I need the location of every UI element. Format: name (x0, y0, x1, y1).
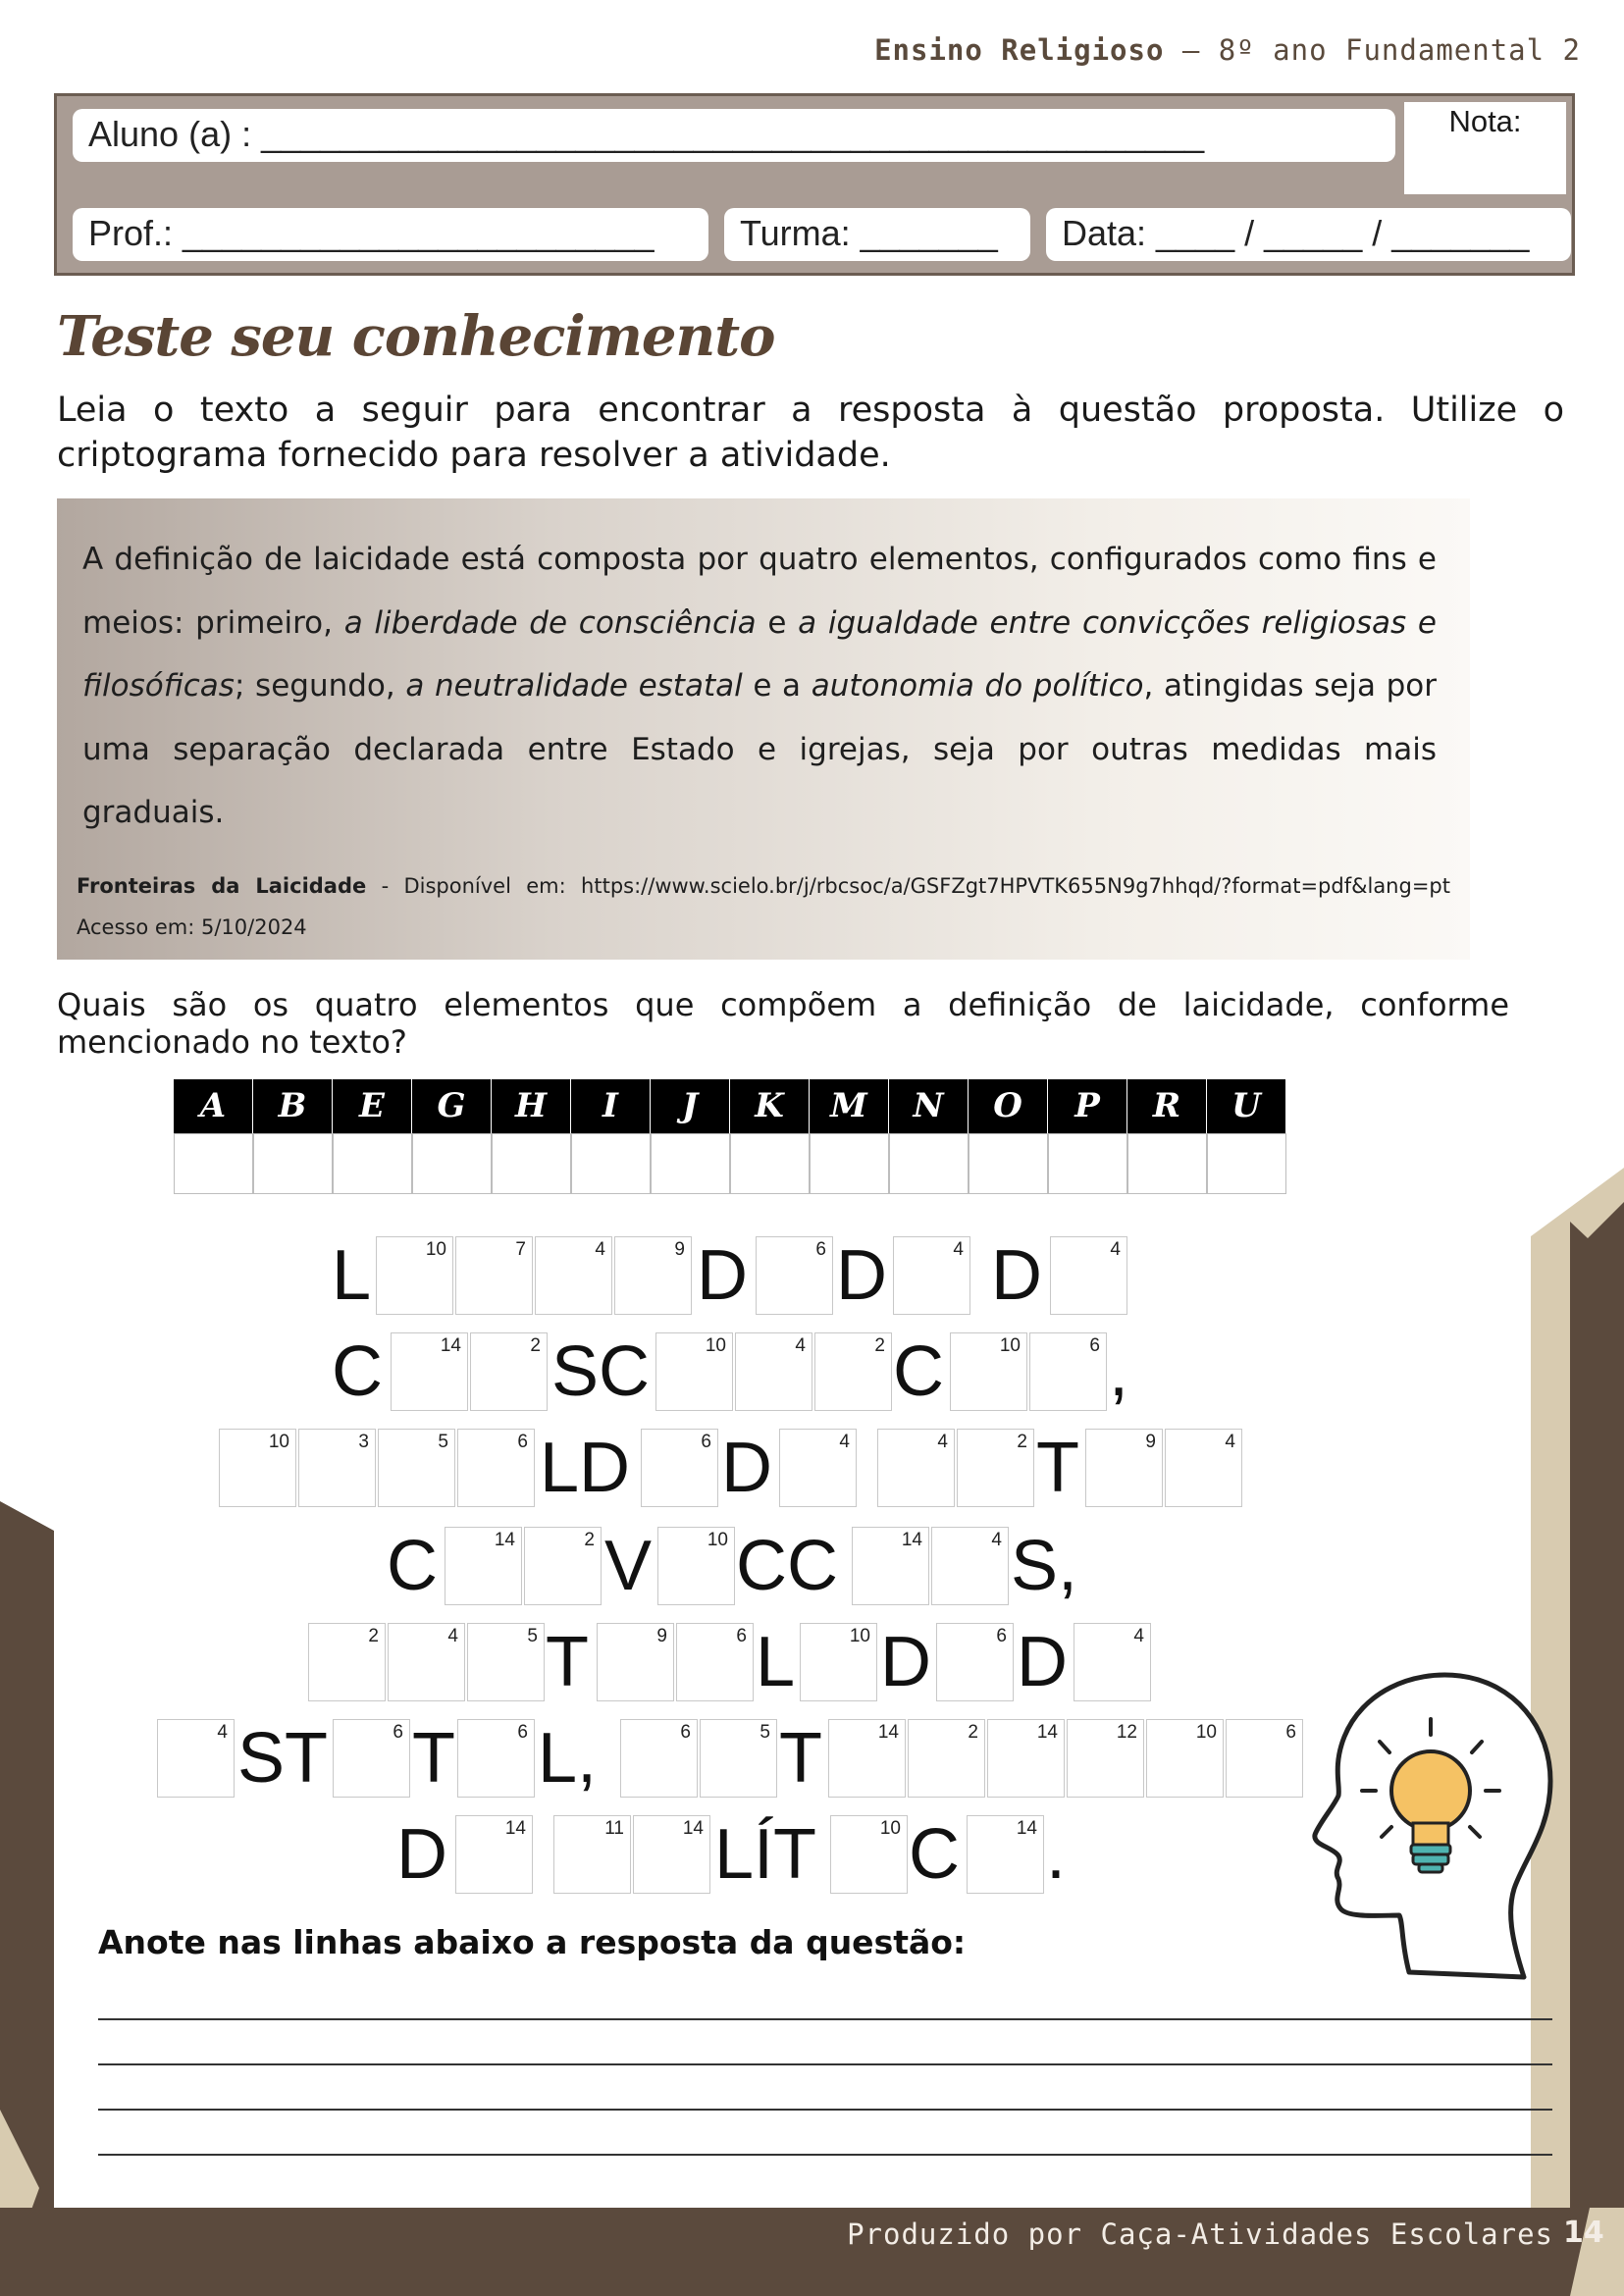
puzzle-box[interactable]: 2 (308, 1623, 386, 1701)
puzzle-letter: D (836, 1236, 887, 1315)
puzzle-box[interactable]: 10 (655, 1332, 733, 1411)
cipher-letter: R (1127, 1079, 1207, 1133)
puzzle-box[interactable]: 3 (298, 1429, 376, 1507)
answer-line[interactable] (98, 2154, 1552, 2156)
puzzle-letter: L (332, 1236, 372, 1315)
page-number: 14 (1563, 2216, 1604, 2250)
puzzle-letter: D (991, 1236, 1042, 1315)
puzzle-letter: D (697, 1236, 748, 1315)
puzzle-box[interactable]: 6 (641, 1429, 718, 1507)
cipher-letter: G (412, 1079, 492, 1133)
puzzle-box[interactable]: 6 (936, 1623, 1014, 1701)
puzzle-box[interactable]: 6 (1029, 1332, 1107, 1411)
page-title: Teste seu conhecimento (57, 304, 775, 369)
puzzle-box[interactable]: 4 (157, 1719, 235, 1798)
puzzle-box[interactable]: 9 (614, 1236, 692, 1315)
puzzle-letter: . (1046, 1815, 1067, 1894)
puzzle-letter: D (721, 1429, 772, 1507)
answer-label: Anote nas linhas abaixo a resposta da questão: (98, 1923, 967, 1961)
cipher-letter: O (969, 1079, 1048, 1133)
puzzle-box[interactable]: 12 (1067, 1719, 1144, 1798)
puzzle-letter: T (1036, 1429, 1079, 1507)
quote-box (57, 498, 1470, 960)
cipher-cell[interactable] (651, 1133, 730, 1194)
puzzle-box[interactable]: 6 (1226, 1719, 1303, 1798)
cipher-cell[interactable] (730, 1133, 810, 1194)
puzzle-box[interactable]: 2 (524, 1527, 602, 1605)
puzzle-box[interactable]: 14 (633, 1815, 710, 1894)
grade-box[interactable] (1404, 102, 1566, 194)
cipher-letter: E (333, 1079, 412, 1133)
quote-source: Fronteiras da Laicidade - Disponível em: https://www.scielo.br/j/rbcsoc/a/GSFZgt7HPVTK655N9g7hhqd/?format=pdf&lang=pt Acesso em: 5/10/2024 (77, 874, 1450, 939)
puzzle-letter: C (387, 1527, 438, 1605)
puzzle-box[interactable]: 4 (1074, 1623, 1151, 1701)
puzzle-box[interactable]: 10 (830, 1815, 908, 1894)
puzzle-box[interactable]: 14 (967, 1815, 1044, 1894)
answer-line[interactable] (98, 2063, 1552, 2065)
puzzle-box[interactable]: 10 (657, 1527, 735, 1605)
puzzle-letter: D (396, 1815, 447, 1894)
cipher-letter: N (889, 1079, 969, 1133)
puzzle-letter: SC (551, 1332, 651, 1411)
answer-line[interactable] (98, 2018, 1552, 2020)
cipher-cell[interactable] (889, 1133, 969, 1194)
puzzle-box[interactable]: 10 (1146, 1719, 1224, 1798)
cipher-cell[interactable] (1127, 1133, 1207, 1194)
header-subject: Ensino Religioso – 8º ano Fundamental 2 (874, 33, 1581, 67)
puzzle-box[interactable]: 5 (378, 1429, 455, 1507)
cipher-letter: U (1207, 1079, 1286, 1133)
cipher-letter: B (253, 1079, 333, 1133)
teacher-field[interactable]: Prof.: ________________________ (73, 208, 708, 261)
puzzle-letter: L (756, 1623, 796, 1701)
puzzle-box[interactable]: 9 (1085, 1429, 1163, 1507)
puzzle-box[interactable]: 6 (620, 1719, 698, 1798)
puzzle-box[interactable]: 14 (445, 1527, 522, 1605)
puzzle-letter: S, (1011, 1527, 1078, 1605)
question-text: Quais são os quatro elementos que compõem a definição de laicidade, conforme mencionado no texto? (57, 986, 1509, 1061)
puzzle-box[interactable]: 10 (376, 1236, 453, 1315)
puzzle-box[interactable]: 6 (333, 1719, 410, 1798)
cipher-letter: A (174, 1079, 253, 1133)
puzzle-letter: C (893, 1332, 944, 1411)
puzzle-box[interactable]: 11 (553, 1815, 631, 1894)
student-name-field[interactable]: Aluno (a) : ________________________________________________ (73, 109, 1395, 162)
date-field[interactable]: Data: ____ / _____ / _______ (1046, 208, 1571, 261)
cipher-letter: P (1048, 1079, 1127, 1133)
puzzle-box[interactable]: 10 (800, 1623, 877, 1701)
puzzle-box[interactable]: 10 (950, 1332, 1027, 1411)
puzzle-box[interactable]: 4 (931, 1527, 1009, 1605)
puzzle-box[interactable]: 6 (756, 1236, 833, 1315)
puzzle-box[interactable]: 14 (455, 1815, 533, 1894)
puzzle-box[interactable]: 4 (1165, 1429, 1242, 1507)
puzzle-box[interactable]: 4 (877, 1429, 955, 1507)
puzzle-letter: D (1017, 1623, 1068, 1701)
puzzle-box[interactable]: 14 (391, 1332, 468, 1411)
lightbulb-head-icon (1293, 1658, 1558, 1982)
cipher-cell[interactable] (492, 1133, 571, 1194)
puzzle-box[interactable]: 6 (676, 1623, 754, 1701)
cipher-cell[interactable] (810, 1133, 889, 1194)
cipher-cell[interactable] (969, 1133, 1048, 1194)
cipher-cell[interactable] (333, 1133, 412, 1194)
puzzle-box[interactable]: 4 (735, 1332, 812, 1411)
puzzle-box[interactable]: 14 (987, 1719, 1065, 1798)
puzzle-box[interactable]: 9 (597, 1623, 674, 1701)
puzzle-box[interactable]: 4 (779, 1429, 857, 1507)
class-field[interactable]: Turma: _______ (724, 208, 1030, 261)
cipher-cell[interactable] (571, 1133, 651, 1194)
puzzle-letter: LÍT (714, 1815, 817, 1894)
puzzle-letter: CC (736, 1527, 838, 1605)
puzzle-box[interactable]: 5 (467, 1623, 545, 1701)
puzzle-box[interactable]: 4 (388, 1623, 465, 1701)
cipher-cell[interactable] (1048, 1133, 1127, 1194)
puzzle-box[interactable]: 4 (1050, 1236, 1127, 1315)
cipher-letter: J (651, 1079, 730, 1133)
cipher-letter: I (571, 1079, 651, 1133)
puzzle-letter: T (412, 1719, 455, 1798)
student-form (54, 93, 1575, 276)
puzzle-letter: C (332, 1332, 383, 1411)
cipher-cell[interactable] (1207, 1133, 1286, 1194)
puzzle-letter: L, (538, 1719, 598, 1798)
puzzle-letter: ST (237, 1719, 329, 1798)
puzzle-letter: V (604, 1527, 653, 1605)
puzzle-letter: LD (540, 1429, 631, 1507)
puzzle-letter: C (909, 1815, 960, 1894)
puzzle-letter: T (546, 1623, 589, 1701)
cipher-letter: M (810, 1079, 889, 1133)
cipher-cell[interactable] (174, 1133, 253, 1194)
puzzle-box[interactable]: 10 (219, 1429, 296, 1507)
intro-text: Leia o texto a seguir para encontrar a resposta à questão proposta. Utilize o criptograma fornecido para resolver a atividade. (57, 391, 1564, 475)
puzzle-box[interactable]: 6 (457, 1719, 535, 1798)
puzzle-letter: T (779, 1719, 822, 1798)
puzzle-box[interactable]: 4 (893, 1236, 970, 1315)
cipher-letter: K (730, 1079, 810, 1133)
footer-credit: Produzido por Caça-Atividades Escolares (847, 2218, 1553, 2251)
quote-text: A definição de laicidade está composta por quatro elementos, configurados como fins e meios: primeiro, a liberdade de consciência e a igualdade entre convicções religiosas e filosóficas; segundo, a neutralidade estatal e a autonomia do político, atingidas seja por uma separação declarada entre Estado e igrejas, seja por outras medidas mais graduais. (82, 542, 1437, 830)
puzzle-box[interactable]: 14 (852, 1527, 929, 1605)
cipher-cell[interactable] (253, 1133, 333, 1194)
puzzle-letter: , (1109, 1332, 1129, 1411)
puzzle-box[interactable]: 2 (814, 1332, 892, 1411)
puzzle-box[interactable]: 2 (908, 1719, 985, 1798)
puzzle-box[interactable]: 2 (957, 1429, 1034, 1507)
answer-line[interactable] (98, 2109, 1552, 2111)
cipher-letter: H (492, 1079, 571, 1133)
puzzle-box[interactable]: 2 (470, 1332, 548, 1411)
puzzle-box[interactable]: 4 (535, 1236, 612, 1315)
puzzle-letter: D (880, 1623, 931, 1701)
puzzle-box[interactable]: 7 (455, 1236, 533, 1315)
puzzle-box[interactable]: 5 (700, 1719, 777, 1798)
cipher-cell[interactable] (412, 1133, 492, 1194)
puzzle-box[interactable]: 14 (828, 1719, 906, 1798)
grade-label: Nota: (1448, 104, 1522, 138)
puzzle-box[interactable]: 6 (457, 1429, 535, 1507)
